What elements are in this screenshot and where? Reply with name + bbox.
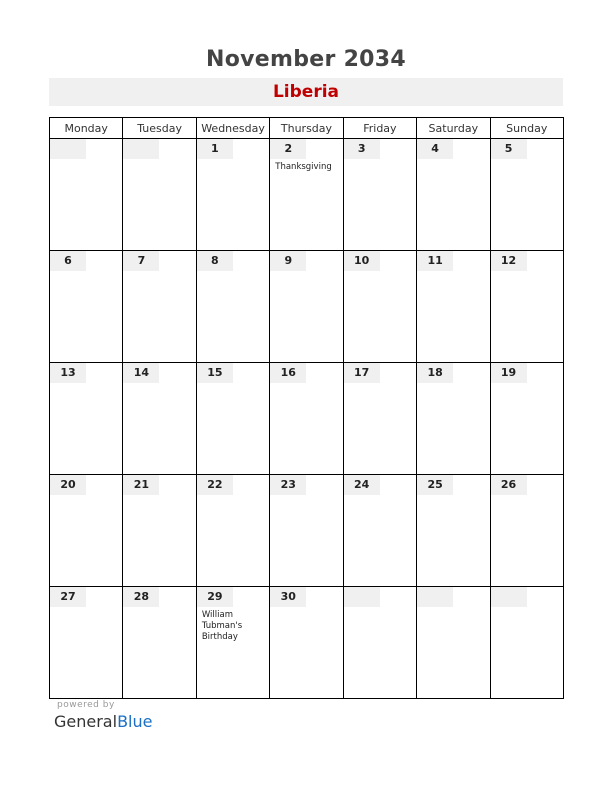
day-number: 13 (60, 366, 76, 379)
day-number: 29 (207, 590, 223, 603)
day-cell[interactable] (270, 251, 343, 363)
day-cell[interactable] (50, 251, 123, 363)
day-cell[interactable] (50, 139, 123, 251)
day-number: 14 (133, 366, 150, 379)
day-cell[interactable] (417, 587, 490, 699)
day-cell[interactable] (270, 139, 343, 251)
calendar-title: November 2034 (205, 47, 407, 72)
day-number-box (197, 475, 233, 495)
day-number-box (50, 251, 86, 271)
day-cell[interactable] (270, 363, 343, 475)
day-number: 15 (207, 366, 223, 379)
day-number: 26 (500, 478, 517, 491)
day-number: 30 (280, 590, 296, 603)
country-banner (49, 78, 563, 106)
day-number-box (197, 251, 233, 271)
day-cell[interactable] (417, 251, 490, 363)
day-cell[interactable] (490, 587, 563, 699)
day-number: 19 (500, 366, 517, 379)
day-number: 3 (357, 142, 366, 155)
day-number-box (417, 475, 453, 495)
day-number: 8 (211, 254, 219, 267)
day-number-box (50, 587, 86, 607)
day-cell[interactable] (123, 587, 196, 699)
day-number: 16 (280, 366, 296, 379)
day-number-box (123, 363, 159, 383)
day-number-box (344, 251, 380, 271)
day-cell[interactable] (123, 363, 196, 475)
day-number-box (344, 139, 380, 159)
day-number: 2 (284, 142, 293, 155)
day-number: 17 (354, 366, 370, 379)
day-cell[interactable] (196, 251, 269, 363)
day-cell[interactable] (490, 363, 563, 475)
day-number: 6 (64, 254, 72, 267)
day-cell[interactable] (343, 251, 416, 363)
day-cell[interactable] (50, 587, 123, 699)
week-row (50, 475, 564, 587)
day-number: 7 (137, 254, 146, 267)
day-number: 22 (207, 478, 223, 491)
day-number-box (491, 251, 527, 271)
week-row (50, 587, 564, 699)
day-cell[interactable] (343, 587, 416, 699)
day-number: 28 (133, 590, 150, 603)
day-number-box (417, 139, 453, 159)
holiday-event: Thanksgiving (275, 162, 332, 172)
day-cell[interactable] (490, 475, 563, 587)
day-number-box (491, 363, 527, 383)
weekday-header-row (50, 118, 564, 139)
day-cell[interactable] (196, 587, 269, 699)
day-number: 9 (284, 254, 293, 267)
day-number: 18 (427, 366, 443, 379)
day-number: 20 (60, 478, 76, 491)
powered-by-text: powered by (57, 700, 115, 710)
day-number-box (50, 139, 86, 159)
brand-general-text: General (54, 712, 118, 731)
week-row (50, 139, 564, 251)
holiday-event: William Tubman's Birthday (201, 610, 243, 642)
calendar-body (50, 139, 564, 699)
day-number-box (197, 587, 233, 607)
day-number: 11 (427, 254, 443, 267)
day-number-box (270, 475, 306, 495)
day-number: 10 (354, 254, 370, 267)
weekday-monday: Monday (50, 118, 123, 139)
brand-blue-text: Blue (117, 712, 153, 731)
day-number: 4 (431, 142, 439, 155)
weekday-friday: Friday (343, 118, 416, 139)
day-cell[interactable] (123, 251, 196, 363)
day-cell[interactable] (417, 475, 490, 587)
day-number: 21 (133, 478, 150, 491)
day-cell[interactable] (50, 363, 123, 475)
calendar-grid (49, 117, 564, 699)
day-number-box (270, 251, 306, 271)
day-number: 24 (354, 478, 370, 491)
day-cell[interactable] (343, 475, 416, 587)
day-cell[interactable] (123, 139, 196, 251)
weekday-sunday: Sunday (490, 118, 563, 139)
day-cell[interactable] (270, 475, 343, 587)
day-number: 5 (504, 142, 513, 155)
day-number-box (50, 475, 86, 495)
generalblue-logo[interactable] (54, 712, 152, 731)
day-number: 23 (280, 478, 296, 491)
day-cell[interactable] (270, 587, 343, 699)
week-row (50, 251, 564, 363)
day-number-box (123, 251, 159, 271)
day-number: 25 (427, 478, 443, 491)
day-number-box (344, 587, 380, 607)
day-number-box (270, 139, 306, 159)
day-number-box (491, 139, 527, 159)
day-number-box (50, 363, 86, 383)
week-row (50, 363, 564, 475)
day-cell[interactable] (196, 363, 269, 475)
weekday-wednesday: Wednesday (196, 118, 269, 139)
day-cell[interactable] (490, 251, 563, 363)
day-cell[interactable] (50, 475, 123, 587)
day-number: 1 (211, 142, 219, 155)
day-number-box (197, 363, 233, 383)
day-cell[interactable] (490, 139, 563, 251)
day-number: 27 (60, 590, 76, 603)
day-number-box (123, 475, 159, 495)
weekday-tuesday: Tuesday (123, 118, 196, 139)
weekday-saturday: Saturday (417, 118, 490, 139)
day-number-box (123, 139, 159, 159)
day-number-box (417, 251, 453, 271)
weekday-thursday: Thursday (270, 118, 343, 139)
day-number-box (270, 587, 306, 607)
day-cell[interactable] (196, 139, 269, 251)
day-number: 12 (500, 254, 517, 267)
day-number-box (491, 475, 527, 495)
day-number-box (417, 587, 453, 607)
day-cell[interactable] (343, 139, 416, 251)
day-number-box (417, 363, 453, 383)
day-cell[interactable] (417, 363, 490, 475)
day-number-box (197, 139, 233, 159)
day-cell[interactable] (417, 139, 490, 251)
day-number-box (123, 587, 159, 607)
country-name: Liberia (272, 82, 340, 102)
day-cell[interactable] (343, 363, 416, 475)
day-cell[interactable] (123, 475, 196, 587)
day-number-box (491, 587, 527, 607)
day-number-box (344, 475, 380, 495)
day-cell[interactable] (196, 475, 269, 587)
day-number-box (344, 363, 380, 383)
day-number-box (270, 363, 306, 383)
